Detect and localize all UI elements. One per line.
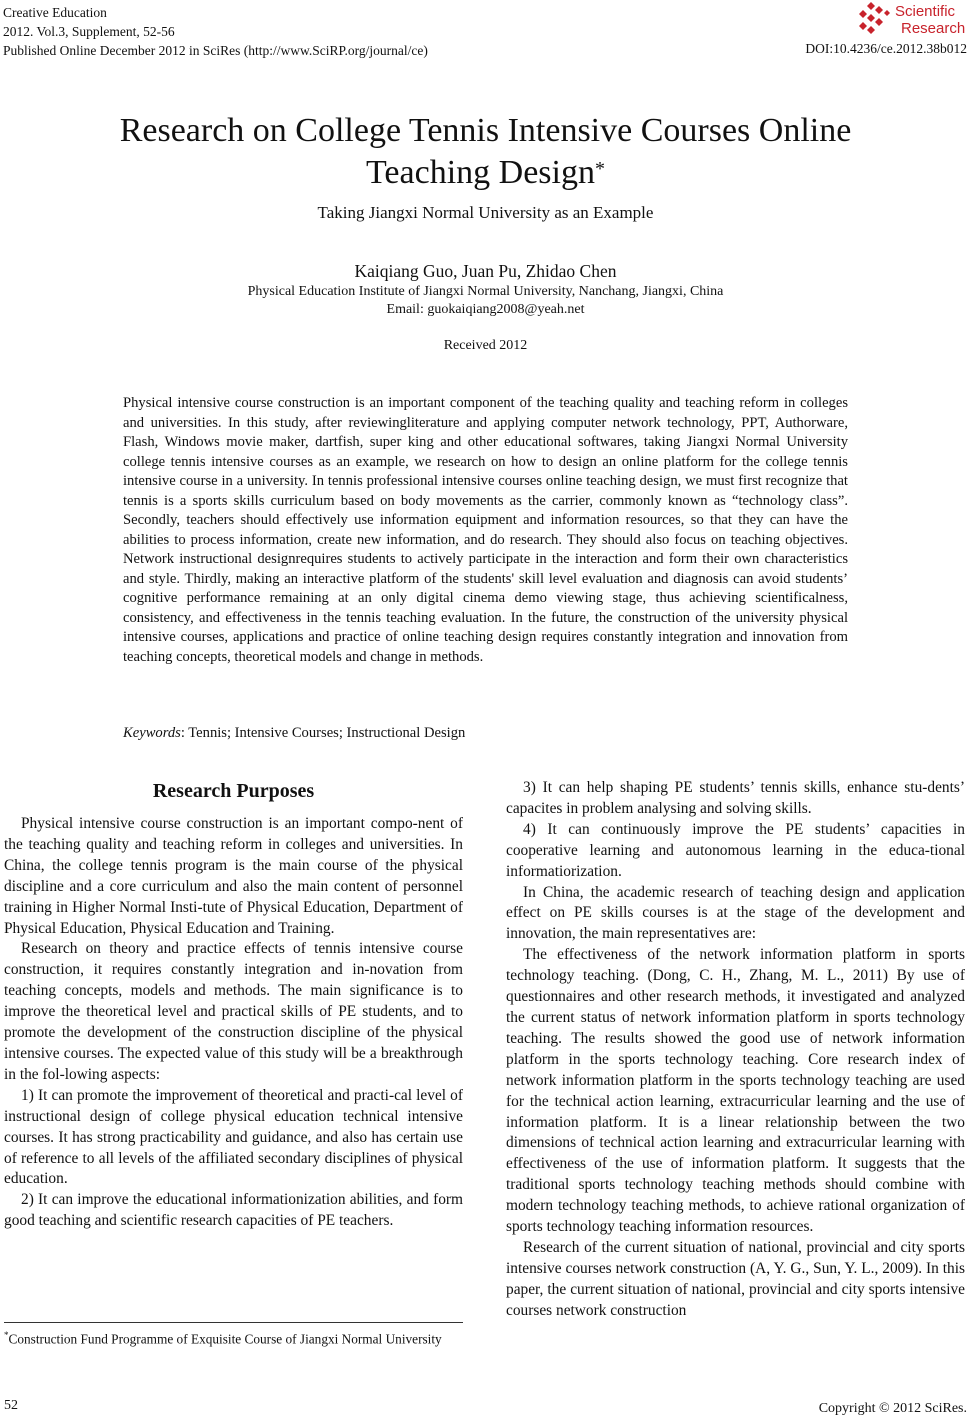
section-heading: Research Purposes — [152, 780, 315, 802]
journal-name: Creative Education — [3, 5, 107, 20]
logo-text-line1: Scientific — [895, 3, 956, 20]
publication-line: Published Online December 2012 in SciRes (http://www.SciRP.org/journal/ce) — [3, 43, 428, 58]
left-column — [4, 778, 463, 1232]
paragraph: In China, the academic research of teaching design and application effect on PE skills courses is at the stage of the development and innovation, the main representatives are: — [506, 883, 965, 943]
title-line-1: Research on College Tennis Intensive Courses Online — [119, 112, 852, 149]
footnote-text: Construction Fund Programme of Exquisite Course of Jiangxi Normal University — [8, 1331, 442, 1347]
keywords-label: Keywords — [123, 725, 181, 741]
paragraph: 3) It can help shaping PE students’ tennis skills, enhance stu-dents’ capacites in problem analysing and solving skills. — [506, 779, 965, 817]
right-column — [506, 778, 965, 1322]
title-line-2 — [0, 152, 971, 194]
paper-title — [0, 110, 971, 194]
paragraph: Research of the current situation of national, provincial and city sports intensive courses network construction (A, Y. G., Sun, Y. L., 2009). In this paper, the current situation of national, provincial and city sports intensive courses network construction — [506, 1238, 965, 1319]
paragraph: Physical intensive course construction is an important compo-nent of the teaching quality and teaching reform in colleges and universities. In China, the college tennis program is the main course of the physical discipline and a core curriculum and also the main content of personnel training in Higher Normal Insti-tute of Physical Education, Department of Physical Education, Physical Education and Training. — [4, 815, 463, 937]
paragraph: 4) It can continuously improve the PE students’ capacities in cooperative learning and autonomous learning in the educa-tional informatiorization. — [506, 820, 965, 880]
journal-volume: 2012. Vol.3, Supplement, 52-56 — [3, 24, 175, 39]
author-email: Email: guokaiqiang2008@yeah.net — [386, 302, 585, 317]
authors: Kaiqiang Guo, Juan Pu, Zhidao Chen — [354, 261, 617, 281]
paper-subtitle: Taking Jiangxi Normal University as an Example — [317, 203, 654, 222]
footnote-mark: * — [4, 1330, 9, 1340]
doi: DOI:10.4236/ce.2012.38b012 — [805, 41, 967, 56]
footnote-divider — [4, 1322, 463, 1323]
title-line-2-text: Teaching Design — [366, 154, 595, 191]
paragraph: Research on theory and practice effects of tennis intensive course construction, it requires constantly integration and in-novation from teaching concepts, models and methods. The main significance is to improve the theoretical level and practical skills of PE students, and to promote the development of the construction discipline of the physical intensive courses. The expected value of this study will be a breakthrough in the fol-lowing aspects: — [4, 940, 463, 1083]
keywords — [123, 725, 848, 742]
footnote — [4, 1326, 463, 1348]
copyright: Copyright © 2012 SciRes. — [818, 1401, 967, 1416]
keywords-list: : Tennis; Intensive Courses; Instructional Design — [180, 725, 466, 741]
paragraph: The effectiveness of the network information platform in sports technology teaching. (Dong, C. H., Zhang, M. L., 2011) By use of questionnaires and other research methods, it investigated and analyzed the current status of network information platform in sports technology teaching. The results showed the good use of network information platform in the sports technology teaching. Core research index of network information platform in the sports technology teaching are used for the technical action learning, extracurricular learning and the use of information platform. It is a linear relationship between the two dimensions of technical action learning and extracurricular learning with effectiveness of the use of information platform. It suggests that the traditional sports technology teaching methods should combine with modern technology teaching methods, to achieve rational organization of sports technology teaching information resources. — [506, 946, 965, 1236]
logo-text-line2: Research — [901, 20, 966, 37]
page-number: 52 — [4, 1398, 18, 1413]
title-footnote-mark: * — [594, 158, 605, 180]
received-date: Received 2012 — [443, 338, 528, 353]
paragraph: 1) It can promote the improvement of theoretical and practi-cal level of instructional design of college physical education technical intensive courses. It has strong practicability and guidance, and also has certain use of reference to all levels of the affiliated secondary disciplines of physical education. — [4, 1086, 463, 1188]
abstract: Physical intensive course construction is an important component of the teaching quality and teaching reform in colleges and universities. In this study, after reviewingliterature and applying computer network technology, PPT, Authorware, Flash, Windows movie maker, dartfish, super king and other educational softwares, taking Jiangxi Normal University college tennis intensive courses as an example, we research on how to design an online platform for the college tennis intensive course in a university. In tennis professional intensive courses online teaching design, we must first recognize that tennis is a sports skills curriculum based on body movements as the carrier, commonly known as “technology class”. Secondly, teachers should effectively use information equipment and information resources, so that they can have the abilities to process information, create new information, and do research. They should also focus on teaching objectives. Network instructional designrequires students to actively participate in the interaction and form their own characteristics and style. Thirdly, making an interactive platform of the students' skill level evaluation and diagnosis can avoid students’ cognitive performance remaining at an only digital cinema demo viewing stage, thus achieving scientificalness, consistency, and effectiveness in the tennis teaching evaluation. In the future, the construction of the university physical intensive courses, applications and practice of online teaching design requires constantly integration and innovation from teaching concepts, theoretical models and change in methods. — [123, 395, 848, 665]
journal-header — [3, 3, 428, 60]
affiliation: Physical Education Institute of Jiangxi Normal University, Nanchang, Jiangxi, China — [247, 284, 724, 299]
paragraph: 2) It can improve the educational informationization abilities, and form good teaching and scientific research capacities of PE teachers. — [4, 1191, 463, 1230]
scientific-research-logo — [857, 0, 967, 38]
